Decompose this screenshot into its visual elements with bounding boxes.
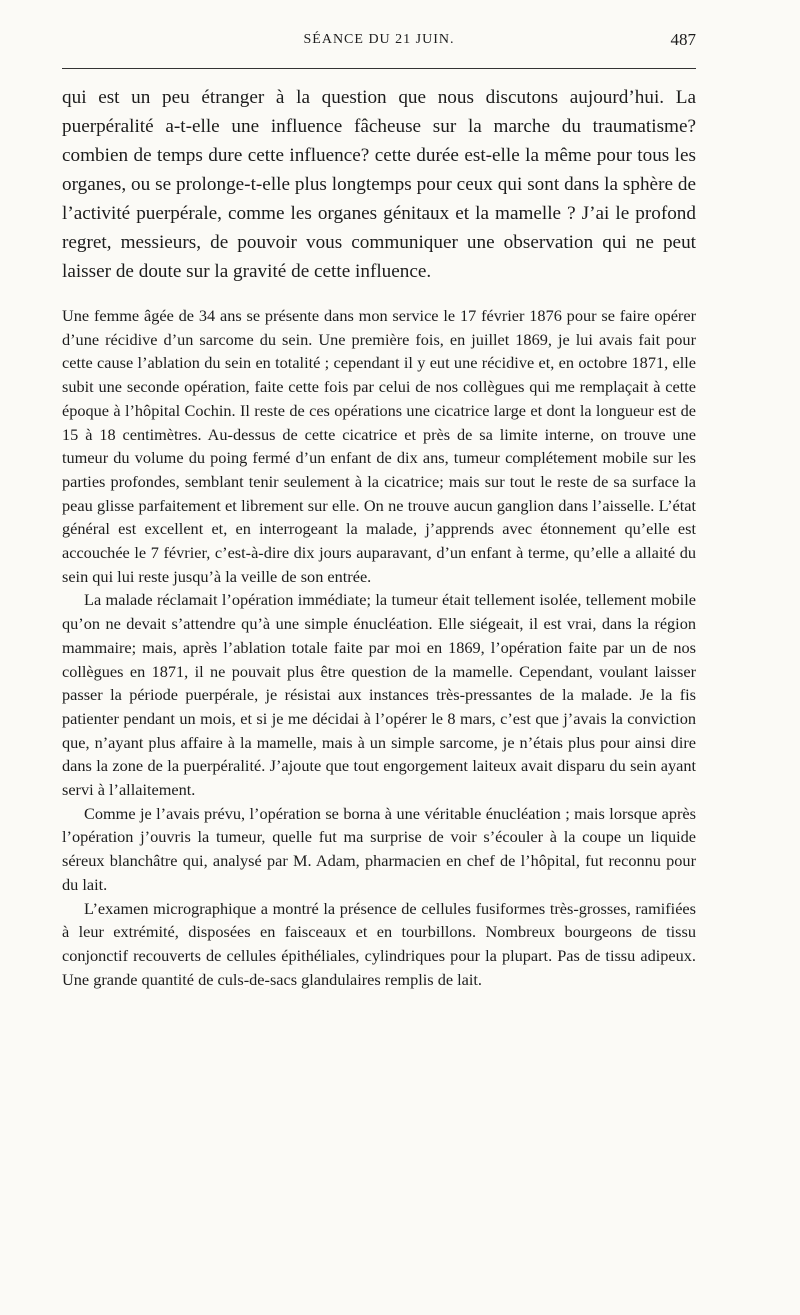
observation-section bbox=[62, 304, 696, 991]
observation-paragraph: L’examen micrographique a montré la présence de cellules fusiformes très-grosses, ramifiées à leur extrémité, disposées en faisceaux et en tourbillons. Nombreux bourgeons de tissu conjonctif recouverts de cellules épithéliales, cylindriques pour la plupart. Pas de tissu adipeux. Une grande quantité de culs-de-sacs glandulaires remplis de lait. bbox=[62, 898, 696, 989]
page-number: 487 bbox=[670, 30, 696, 49]
running-title: SÉANCE DU 21 JUIN. bbox=[303, 32, 455, 47]
observation-paragraph: Comme je l’avais prévu, l’opération se borna à une véritable énucléation ; mais lorsque après l’opération j’ouvris la tumeur, quelle fut ma surprise de voir s’écouler à la coupe un liquide séreux blanchâtre qui, analysé par M. Adam, pharmacien en chef de l’hôpital, fut reconnu pour du lait. bbox=[62, 803, 696, 894]
book-page bbox=[62, 28, 696, 991]
section-gap bbox=[62, 286, 696, 304]
lead-paragraph: qui est un peu étranger à la question que nous discutons aujourd’hui. La puerpéralité a-t-elle une influence fâcheuse sur la marche du traumatisme? combien de temps dure cette influence? cette durée est-elle la même pour tous les organes, ou se prolonge-t-elle plus longtemps pour ceux qui sont dans la sphère de l’activité puerpérale, comme les organes génitaux et la mamelle ? J’ai le profond regret, messieurs, de pouvoir vous communiquer une observation qui ne peut laisser de doute sur la gravité de cette influence. bbox=[62, 87, 696, 282]
observation-paragraph: Une femme âgée de 34 ans se présente dans mon service le 17 février 1876 pour se faire opérer d’une récidive d’un sarcome du sein. Une première fois, en juillet 1869, je lui avais fait pour cette cause l’ablation du sein en totalité ; cependant il y eut une récidive et, en octobre 1871, elle subit une seconde opération, faite cette fois par celui de nos collègues qui me remplaçait à cette époque à l’hôpital Cochin. Il reste de ces opérations une cicatrice large et dont la longueur est de 15 à 18 centimètres. Au-dessus de cette cicatrice et près de sa limite interne, on trouve une tumeur du volume du poing fermé d’un enfant de dix ans, tumeur complétement mobile sur les parties profondes, semblant tenir seulement à la cicatrice; mais sur tout le reste de sa surface la peau glisse parfaitement et librement sur elle. On ne trouve aucun ganglion dans l’aisselle. L’état général est excellent et, en interrogeant la malade, j’apprends avec étonnement qu’elle est accouchée le 7 février, c’est-à-dire dix jours auparavant, d’un enfant à terme, qu’elle a allaité du sein qui lui reste jusqu’à la veille de son entrée. bbox=[62, 306, 696, 586]
observation-paragraph: La malade réclamait l’opération immédiate; la tumeur était tellement isolée, tellement mobile qu’on ne devait s’attendre qu’à une simple énucléation. Elle siégeait, il est vrai, dans la région mammaire; mais, après l’ablation totale faite par moi en 1869, l’opération faite par un de nos collègues en 1871, il ne pouvait plus être question de la mamelle. Cependant, voulant laisser passer la période puerpérale, je résistai aux instances très-pressantes de la malade. Je la fis patienter pendant un mois, et si je me décidai à l’opérer le 8 mars, c’est que j’avais la conviction que, n’ayant plus affaire à la mamelle, mais à un simple sarcome, je n’étais plus pour ainsi dire dans la zone de la puerpéralité. J’ajoute que tout engorgement laiteux avait disparu du sein ayant servi à l’allaitement. bbox=[62, 590, 696, 800]
header-rule bbox=[62, 68, 696, 69]
running-head bbox=[62, 28, 696, 58]
